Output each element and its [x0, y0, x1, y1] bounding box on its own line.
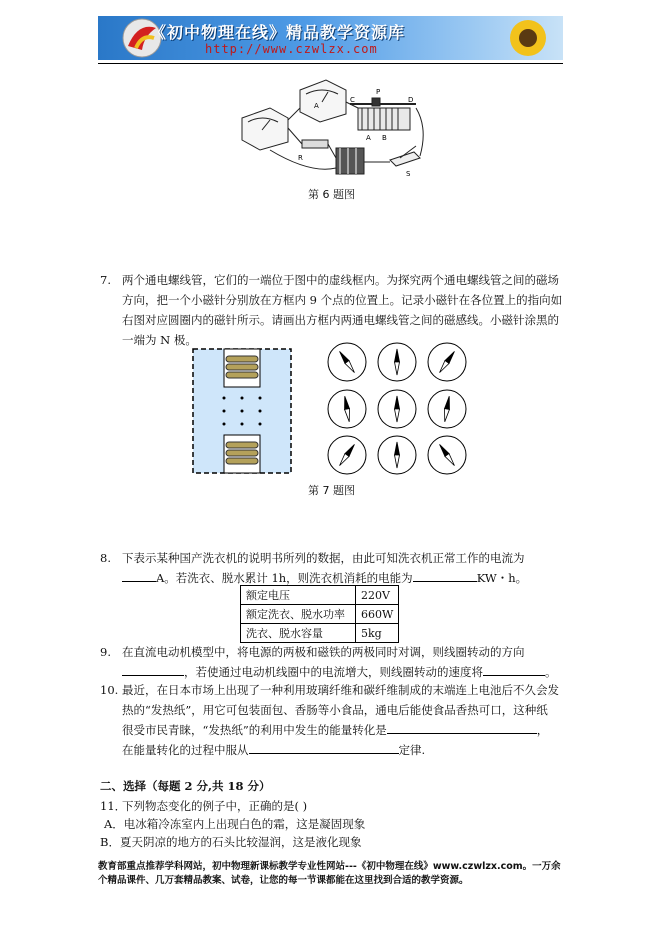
- sunflower-icon: [510, 20, 546, 56]
- label-switch: S: [406, 170, 411, 178]
- table-cell: 660W: [356, 605, 399, 624]
- header-rule: [98, 63, 563, 64]
- table-cell: 额定洗衣、脱水功率: [241, 605, 356, 624]
- q11-number: 11．: [100, 799, 127, 813]
- solenoid-top: [224, 349, 260, 387]
- q10-blank-energy-conversion[interactable]: [387, 721, 537, 734]
- solenoid-bottom: [224, 435, 260, 473]
- q9-number: 9.: [100, 645, 111, 659]
- q11-option-a[interactable]: A．电冰箱冷冻室内上出现白色的霜，这是凝固现象: [104, 817, 366, 831]
- label-ammeter: A: [314, 102, 319, 110]
- q9-line-1: 在直流电动机模型中，将电源的两极和磁铁的两极同时对调，则线圈转动的方向: [122, 645, 525, 659]
- footer-line-2: 个精品课件、几万套精品教案、试卷，让您的每一节课都能在这里找到合适的教学资源。: [98, 875, 469, 886]
- circuit-diagram: [230, 78, 430, 180]
- q10-line-1: 最近，在日本市场上出现了一种利用玻璃纤维和碳纤维制成的末端连上电池后不久会发: [122, 683, 559, 697]
- q9-line-2: [122, 662, 557, 682]
- q10-number: 10.: [100, 683, 119, 697]
- label-p: P: [376, 88, 381, 96]
- q8-line-2-unit: KW・h。: [476, 571, 528, 585]
- table-row: [241, 586, 399, 605]
- compass-grid-figure: [325, 342, 470, 476]
- table-cell: 洗衣、脱水容量: [241, 624, 356, 643]
- q10-line-3: [122, 720, 548, 740]
- table-cell: 额定电压: [241, 586, 356, 605]
- q10-blank-law[interactable]: [249, 741, 399, 754]
- solenoid-box-figure: [190, 346, 294, 476]
- q10-line-3-text: 很受市民青睐，“发热纸”的利用中发生的能量转化是: [122, 723, 387, 737]
- q8-blank-current[interactable]: [122, 569, 156, 582]
- q11-option-b[interactable]: B．夏天阴凉的地方的石头比较湿润，这是液化现象: [100, 835, 362, 849]
- table-row: [241, 605, 399, 624]
- q7-line-4: 一端为 N 极。: [122, 333, 197, 347]
- footer: [98, 860, 568, 888]
- q7-line-3: 右图对应圆圈内的磁针所示。请画出方框内两通电螺线管之间的磁感线。小磁针涂黑的: [122, 313, 559, 327]
- q7-line-2: 方向，把一个小磁针分别放在方框内 9 个点的位置上。记录小磁针在各位置上的指向如: [122, 293, 563, 307]
- q10-line-4-end: 定律.: [398, 743, 426, 757]
- label-resistor: R: [298, 154, 303, 162]
- q7-line-1: 两个通电螺线管，它们的一端位于图中的虚线框内。为探究两个通电螺线管之间的磁场: [122, 273, 559, 287]
- banner-url[interactable]: http://www.czwlzx.com: [205, 42, 378, 56]
- table-cell: 220V: [356, 586, 399, 605]
- q8-number: 8.: [100, 551, 111, 565]
- q7-number: 7.: [100, 273, 111, 287]
- q10-line-3-end: ，: [536, 723, 549, 737]
- q9-line-2-end: 。: [545, 665, 557, 679]
- q10-line-4-text: 在能量转化的过程中服从: [122, 743, 249, 757]
- q9-line-2-text: ，若使通过电动机线圈中的电流增大，则线圈转动的速度将: [184, 665, 483, 679]
- footer-line-1: 教育部重点推荐学科网站，初中物理新课标教学专业性网站---《初中物理在线》www.czwlzx.com。一万余: [98, 861, 561, 872]
- q8-blank-energy[interactable]: [413, 569, 477, 582]
- banner-title: 《初中物理在线》精品教学资源库: [150, 23, 406, 42]
- spec-table: [240, 585, 399, 643]
- section-title: 二、选择（每题 2 分,共 18 分）: [100, 779, 271, 793]
- q10-line-4: [122, 740, 425, 760]
- q11-stem: 下列物态变化的例子中，正确的是( ): [122, 799, 308, 813]
- table-row: [241, 624, 399, 643]
- label-d: D: [408, 96, 414, 104]
- label-c: C: [350, 96, 355, 104]
- q10-line-2: 热的“发热纸”，用它可包装面包、香肠等小食品，通电后能使食品香热可口，这种纸: [122, 703, 548, 717]
- q8-line-2-text: A。若洗衣、脱水累计 1h，则洗衣机消耗的电能为: [156, 571, 413, 585]
- q9-blank-speed[interactable]: [483, 663, 545, 676]
- label-b: B: [382, 134, 387, 142]
- fig7-caption: 第 7 题图: [308, 484, 355, 497]
- label-a: A: [366, 134, 371, 142]
- q8-line-1: 下表示某种国产洗衣机的说明书所列的数据，由此可知洗衣机正常工作的电流为: [122, 551, 525, 565]
- fig6-caption: 第 6 题图: [308, 188, 355, 201]
- q9-blank-direction[interactable]: [122, 663, 184, 676]
- table-cell: 5kg: [356, 624, 399, 643]
